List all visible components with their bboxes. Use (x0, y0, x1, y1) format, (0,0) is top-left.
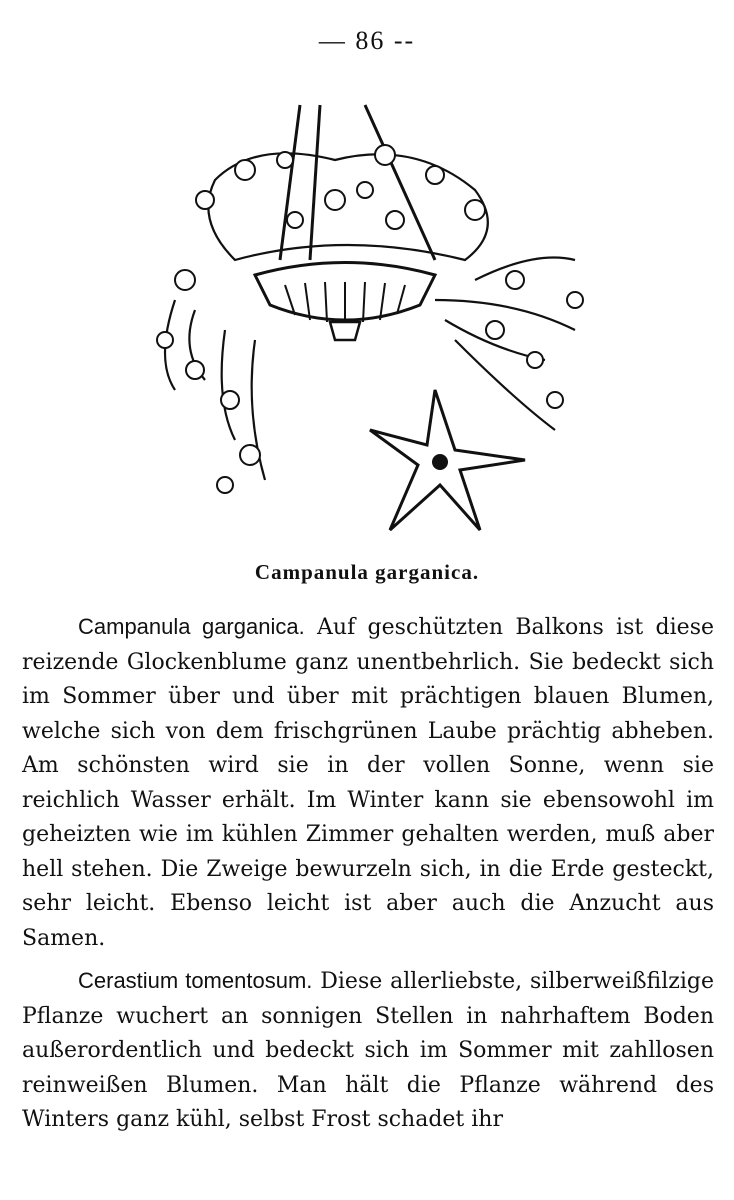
hanging-basket-illustration (135, 100, 605, 550)
plant-name: Cerastium tomentosum. (78, 968, 313, 993)
plant-name: Campanula garganica. (78, 614, 305, 639)
figure-caption: Campanula garganica. (254, 560, 480, 584)
star-flower (370, 390, 525, 530)
page-number: — 86 -- (318, 26, 416, 55)
paragraph-cerastium (22, 964, 714, 1138)
body-text (22, 610, 714, 1146)
paragraph-text: Auf geschützten Balkons ist diese reizende Glockenblume ganz unentbehrlich. Sie bedeckt sich im Sommer über und über mit prächtigen blauen Blumen, welche sich von dem frischgrünen Laube prächtig abheben. Am schönsten wird sie in der vollen Sonne, wenn sie reichlich Wasser erhält. Im Winter kann sie ebensowohl im geheizten wie im kühlen Zimmer gehalten werden, muß aber hell stehen. Die Zweige bewurzeln sich, in die Erde gesteckt, sehr leicht. Ebenso leicht ist aber auch die Anzucht aus Samen. (22, 615, 714, 951)
basket (255, 263, 435, 341)
hanging-wires (280, 105, 435, 260)
paragraph-text: Diese allerliebste, silberweißfilzige Pflanze wuchert an sonnigen Stellen in nahrhaftem Boden außerordentlich und bedeckt sich im Sommer mit zahllosen reinweißen Blumen. Man hält die Pflanze während des Winters ganz kühl, selbst Frost schadet ihr (22, 969, 714, 1132)
paragraph-campanula (22, 610, 714, 956)
